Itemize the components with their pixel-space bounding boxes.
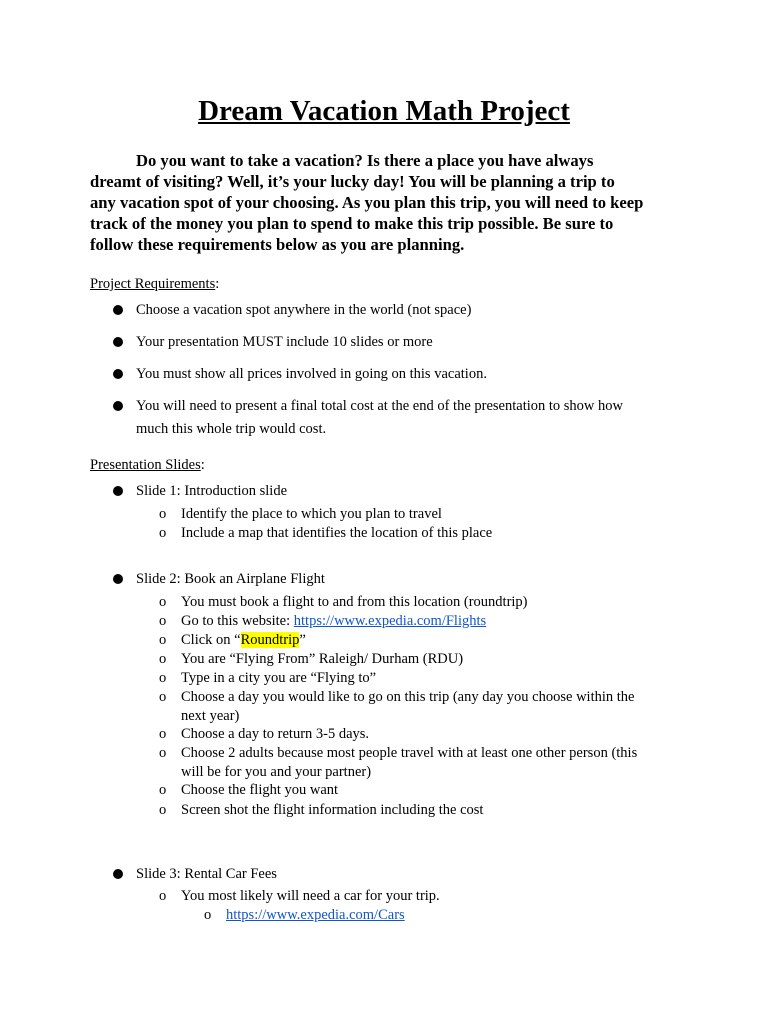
sub-bullet-icon: o <box>159 726 167 742</box>
intro-line: any vacation spot of your choosing. As you plan this trip, you will need to keep <box>90 193 644 212</box>
slide-3-item <box>226 906 405 925</box>
sub-bullet-icon: o <box>159 802 167 818</box>
sub-bullet-icon: o <box>159 745 167 761</box>
slide-2-item: Type in a city you are “Flying to” <box>181 670 377 686</box>
sub-bullet-icon: o <box>159 613 167 629</box>
document-title: Dream Vacation Math Project <box>198 95 570 127</box>
sub-bullet-icon: o <box>159 651 167 667</box>
intro-line: dreamt of visiting? Well, it’s your lucky day! You will be planning a trip to <box>90 172 615 191</box>
slide-3-label: Slide 3: Rental Car Fees <box>136 866 277 882</box>
roundtrip-highlight: Roundtrip <box>240 632 300 648</box>
requirement-item: You must show all prices involved in going on this vacation. <box>136 366 487 382</box>
requirement-item: You will need to present a final total cost at the end of the presentation to show how <box>136 398 623 414</box>
expedia-flights-link[interactable]: https://www.expedia.com/Flights <box>293 613 487 629</box>
slide-2-label: Slide 2: Book an Airplane Flight <box>136 571 325 587</box>
slide-2-item-continuation: next year) <box>181 708 240 724</box>
slide-1-item: Include a map that identifies the location of this place <box>181 525 493 541</box>
slide-2-item: Screen shot the flight information including the cost <box>181 802 484 818</box>
intro-line: track of the money you plan to spend to make this trip possible. Be sure to <box>90 214 614 233</box>
slide-2-item: Choose the flight you want <box>181 782 339 798</box>
slide-2-item: Go to this website: https://www.expedia.com/Flights <box>181 613 487 629</box>
sub-sub-bullet-icon: o <box>204 907 212 923</box>
slide-2-item: You are “Flying From” Raleigh/ Durham (RDU) <box>181 651 464 667</box>
sub-bullet-icon: o <box>159 888 167 904</box>
sub-bullet-icon: o <box>159 506 167 522</box>
bullet-icon <box>113 369 123 379</box>
sub-bullet-icon: o <box>159 594 167 610</box>
bullet-icon <box>113 869 123 879</box>
slide-2-item: Choose a day to return 3-5 days. <box>181 726 370 742</box>
sub-bullet-icon: o <box>159 670 167 686</box>
requirement-item: Your presentation MUST include 10 slides or more <box>136 334 433 350</box>
slide-1-item: Identify the place to which you plan to travel <box>181 506 442 522</box>
bullet-icon <box>113 574 123 584</box>
requirement-item-continuation: much this whole trip would cost. <box>136 421 327 437</box>
slide-2-item: You must book a flight to and from this location (roundtrip) <box>181 594 528 610</box>
bullet-icon <box>113 401 123 411</box>
expedia-cars-link[interactable]: https://www.expedia.com/Cars <box>226 907 405 923</box>
slide-2-item: Choose a day you would like to go on this trip (any day you choose within the <box>181 689 635 705</box>
slide-2-item-continuation: will be for you and your partner) <box>181 764 372 780</box>
intro-line: Do you want to take a vacation? Is there a place you have always <box>136 151 594 170</box>
slide-2-item: Click on “Roundtrip” <box>181 632 306 648</box>
sub-bullet-icon: o <box>159 689 167 705</box>
bullet-icon <box>113 486 123 496</box>
slides-heading: Presentation Slides: <box>90 457 205 473</box>
slides-heading-text: Presentation Slides <box>90 457 201 473</box>
slide-3-item: You most likely will need a car for your trip. <box>181 888 440 904</box>
intro-line: follow these requirements below as you are planning. <box>90 235 465 254</box>
requirement-item: Choose a vacation spot anywhere in the world (not space) <box>136 302 472 318</box>
sub-bullet-icon: o <box>159 525 167 541</box>
sub-bullet-icon: o <box>159 782 167 798</box>
slide-1-label: Slide 1: Introduction slide <box>136 483 288 499</box>
bullet-icon <box>113 337 123 347</box>
requirements-heading-text: Project Requirements <box>90 276 216 292</box>
intro-paragraph <box>90 150 690 255</box>
bullet-icon <box>113 305 123 315</box>
requirements-heading: Project Requirements: <box>90 276 220 292</box>
slide-2-item: Choose 2 adults because most people travel with at least one other person (this <box>181 745 638 761</box>
sub-bullet-icon: o <box>159 632 167 648</box>
